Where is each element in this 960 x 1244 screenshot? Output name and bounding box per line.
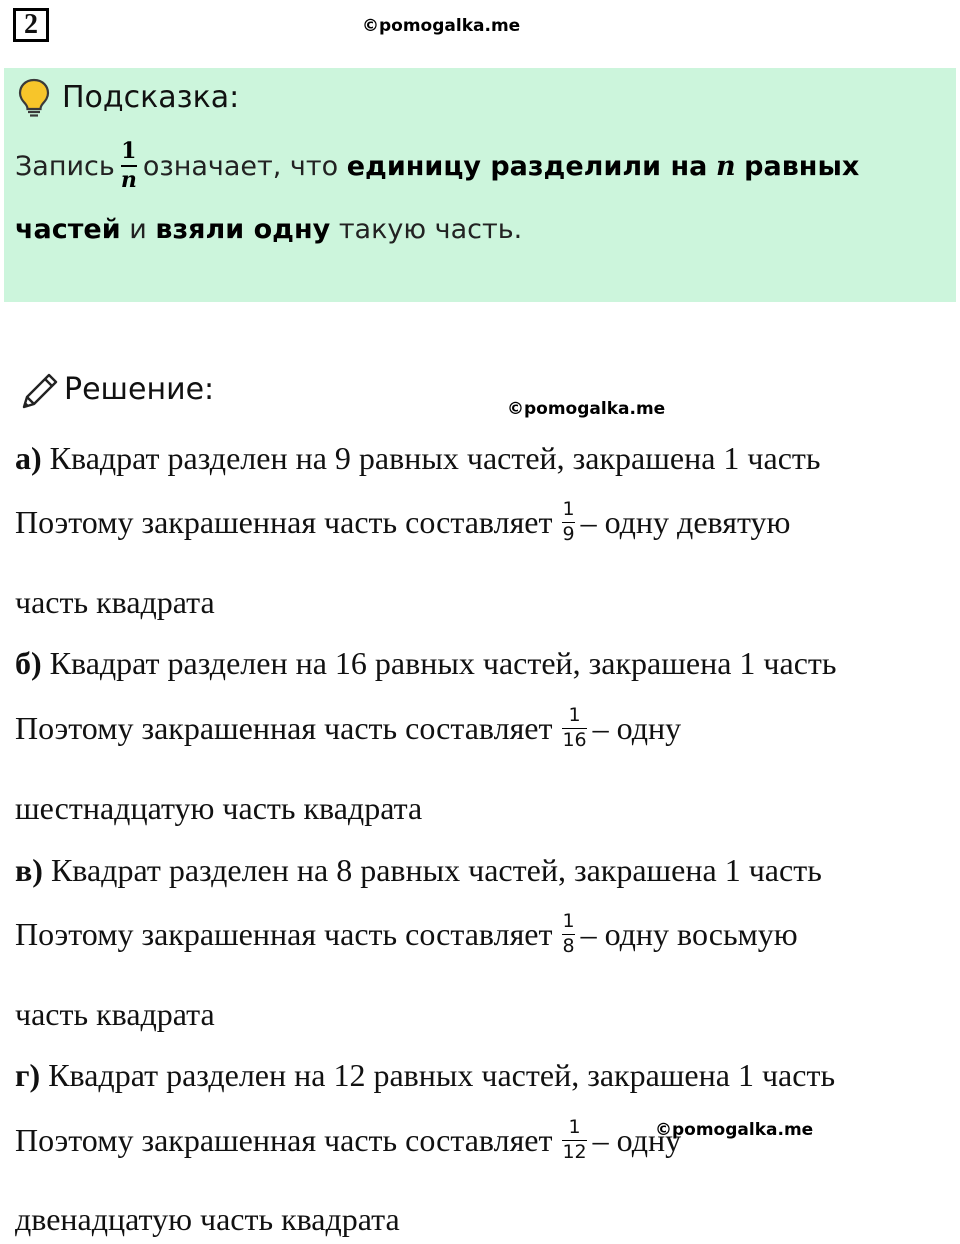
hint-line-1 [15, 140, 859, 192]
part-a-continuation: часть квадрата [15, 584, 215, 620]
fraction-numerator: 1 [568, 704, 581, 726]
hint-text: такую часть. [338, 214, 523, 245]
watermark: ©pomogalka.me [655, 1120, 814, 1140]
part-label: б) [15, 645, 42, 681]
part-c-statement [15, 852, 822, 889]
conclusion-text: – одну [592, 1122, 682, 1159]
hint-bold-text: взяли одну [155, 214, 331, 245]
part-statement: Квадрат разделен на 9 равных частей, закрашена 1 часть [49, 440, 821, 476]
watermark: ©pomogalka.me [362, 16, 521, 36]
fraction [562, 706, 586, 751]
hint-line-2 [15, 214, 522, 245]
fraction-denominator: 12 [562, 1141, 587, 1164]
hint-variable: n [715, 150, 736, 182]
solution-title: Решение: [64, 372, 215, 407]
part-c-continuation: часть квадрата [15, 996, 215, 1032]
part-label: в) [15, 852, 43, 888]
hint-bold-text: единицу разделили на [346, 150, 708, 182]
hint-text: Запись [15, 150, 115, 182]
hint-fraction [121, 140, 137, 192]
fraction [562, 912, 574, 957]
conclusion-text: Поэтому закрашенная часть составляет [15, 1122, 553, 1159]
fraction [562, 500, 574, 545]
part-a-statement [15, 440, 821, 477]
fraction-denominator: 8 [562, 935, 575, 958]
part-d-conclusion [15, 1118, 681, 1163]
conclusion-text: Поэтому закрашенная часть составляет [15, 916, 553, 953]
part-statement: Квадрат разделен на 16 равных частей, закрашена 1 часть [49, 645, 837, 681]
part-d-continuation: двенадцатую часть квадрата [15, 1201, 400, 1237]
watermark: ©pomogalka.me [507, 399, 666, 419]
fraction [562, 1118, 586, 1163]
part-label: а) [15, 440, 42, 476]
part-statement: Квадрат разделен на 12 равных частей, закрашена 1 часть [48, 1057, 836, 1093]
conclusion-text: Поэтому закрашенная часть составляет [15, 710, 553, 747]
hint-bold-text: частей [15, 214, 121, 245]
lightbulb-icon [17, 77, 51, 117]
conclusion-text: – одну девятую [580, 504, 791, 541]
hint-text: означает, что [142, 150, 339, 182]
part-label: г) [15, 1057, 41, 1093]
fraction-numerator: 1 [562, 498, 575, 520]
part-b-conclusion [15, 706, 681, 751]
part-c-conclusion [15, 912, 798, 957]
part-b-statement [15, 645, 837, 682]
pencil-icon [18, 371, 60, 413]
part-statement: Квадрат разделен на 8 равных частей, закрашена 1 часть [50, 852, 822, 888]
conclusion-text: – одну восьмую [580, 916, 798, 953]
fraction-denominator: 16 [562, 729, 587, 752]
part-b-continuation: шестнадцатую часть квадрата [15, 790, 423, 826]
conclusion-text: – одну [592, 710, 682, 747]
hint-title: Подсказка: [62, 80, 240, 115]
hint-fraction-denominator: n [120, 167, 137, 194]
task-number: 2 [13, 8, 49, 42]
fraction-denominator: 9 [562, 523, 575, 546]
hint-fraction-numerator: 1 [121, 138, 137, 164]
fraction-numerator: 1 [562, 910, 575, 932]
part-a-conclusion [15, 500, 790, 545]
hint-text: и [129, 214, 147, 245]
conclusion-text: Поэтому закрашенная часть составляет [15, 504, 553, 541]
part-d-statement [15, 1057, 835, 1094]
fraction-numerator: 1 [568, 1116, 581, 1138]
hint-bold-text: равных [744, 150, 860, 182]
